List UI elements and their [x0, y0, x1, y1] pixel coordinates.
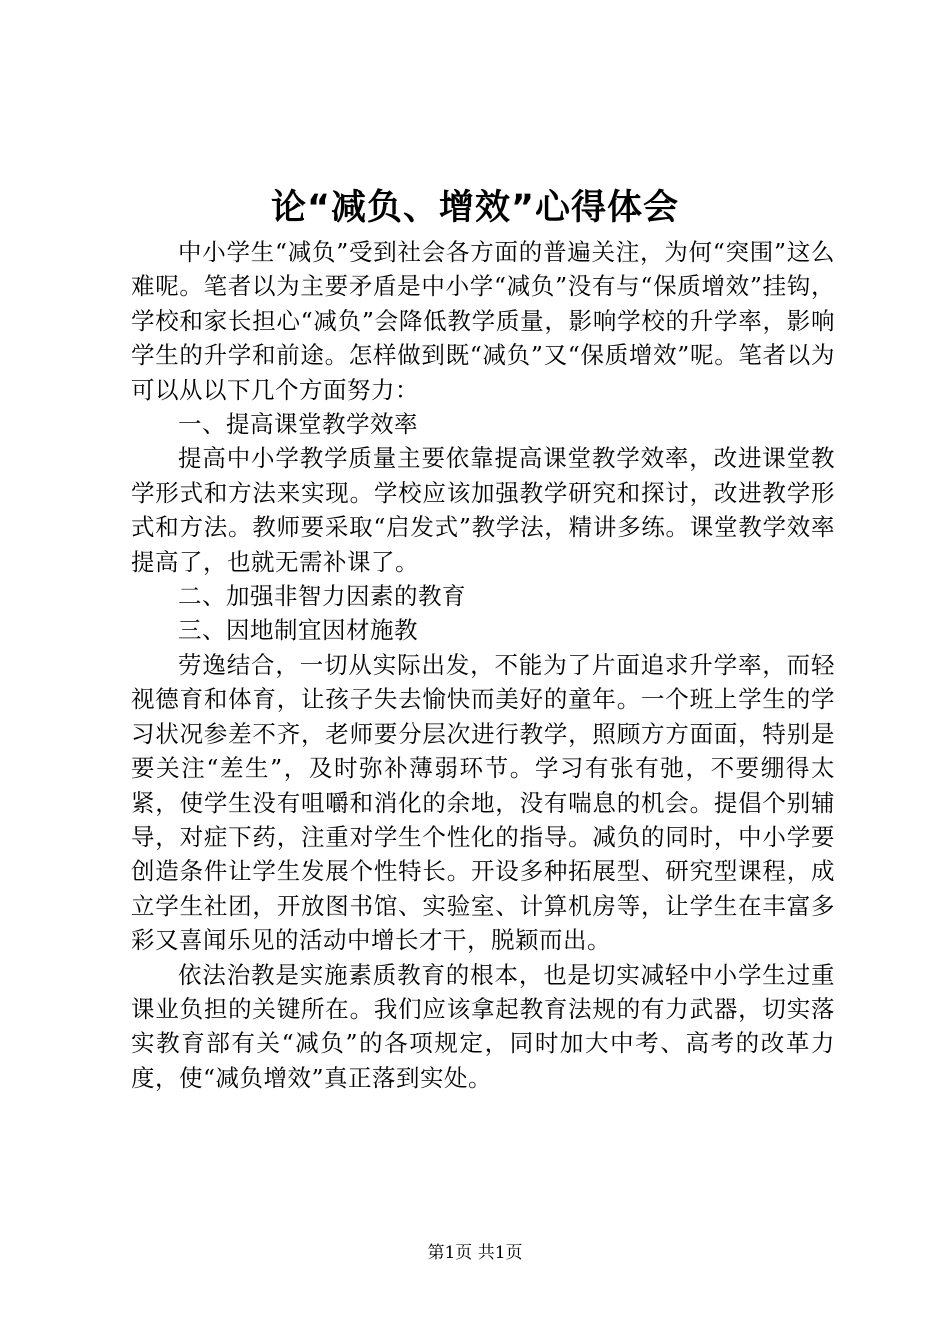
section-heading-3: 三、因地制宜因材施教 — [178, 616, 418, 645]
paragraph-section-1: 提高中小学教学质量主要依靠提高课堂教学效率，改进课堂教学形式和方法来实现。学校应该加强教学研究和探讨，改进教学形式和方法。教师要采取“启发式”教学法，精讲多练。课堂教学效率提高了，也就无需补课了。 — [131, 444, 835, 576]
document-title: 论“减负、增效”心得体会 — [270, 188, 679, 228]
document-body — [131, 235, 835, 1095]
paragraph-intro: 中小学生“减负”受到社会各方面的普遍关注，为何“突围”这么难呢。笔者以为主要矛盾是中小学“减负”没有与“保质增效”挂钩，学校和家长担心“减负”会降低教学质量，影响学校的升学率，影响学生的升学和前途。怎样做到既“减负”又“保质增效”呢。笔者以为可以从以下几个方面努力： — [131, 238, 835, 404]
page-number-footer: 第1页 共1页 — [427, 1243, 523, 1263]
section-heading-2: 二、加强非智力因素的教育 — [178, 582, 466, 611]
section-heading-1: 一、提高课堂教学效率 — [178, 410, 418, 439]
paragraph-section-3: 劳逸结合，一切从实际出发，不能为了片面追求升学率，而轻视德育和体育，让孩子失去愉快而美好的童年。一个班上学生的学习状况参差不齐，老师要分层次进行教学，照顾方方面面，特别是要关注“差生”，及时弥补薄弱环节。学习有张有弛，不要绷得太紧，使学生没有咀嚼和消化的余地，没有喘息的机会。提倡个别辅导，对症下药，注重对学生个性化的指导。减负的同时，中小学要创造条件让学生发展个性特长。开设多种拓展型、研究型课程，成立学生社团，开放图书馆、实验室、计算机房等，让学生在丰富多彩又喜闻乐见的活动中增长才干，脱颖而出。 — [131, 650, 835, 955]
paragraph-conclusion: 依法治教是实施素质教育的根本，也是切实减轻中小学生过重课业负担的关键所在。我们应该拿起教育法规的有力武器，切实落实教育部有关“减负”的各项规定，同时加大中考、高考的改革力度，使“减负增效”真正落到实处。 — [131, 960, 835, 1092]
